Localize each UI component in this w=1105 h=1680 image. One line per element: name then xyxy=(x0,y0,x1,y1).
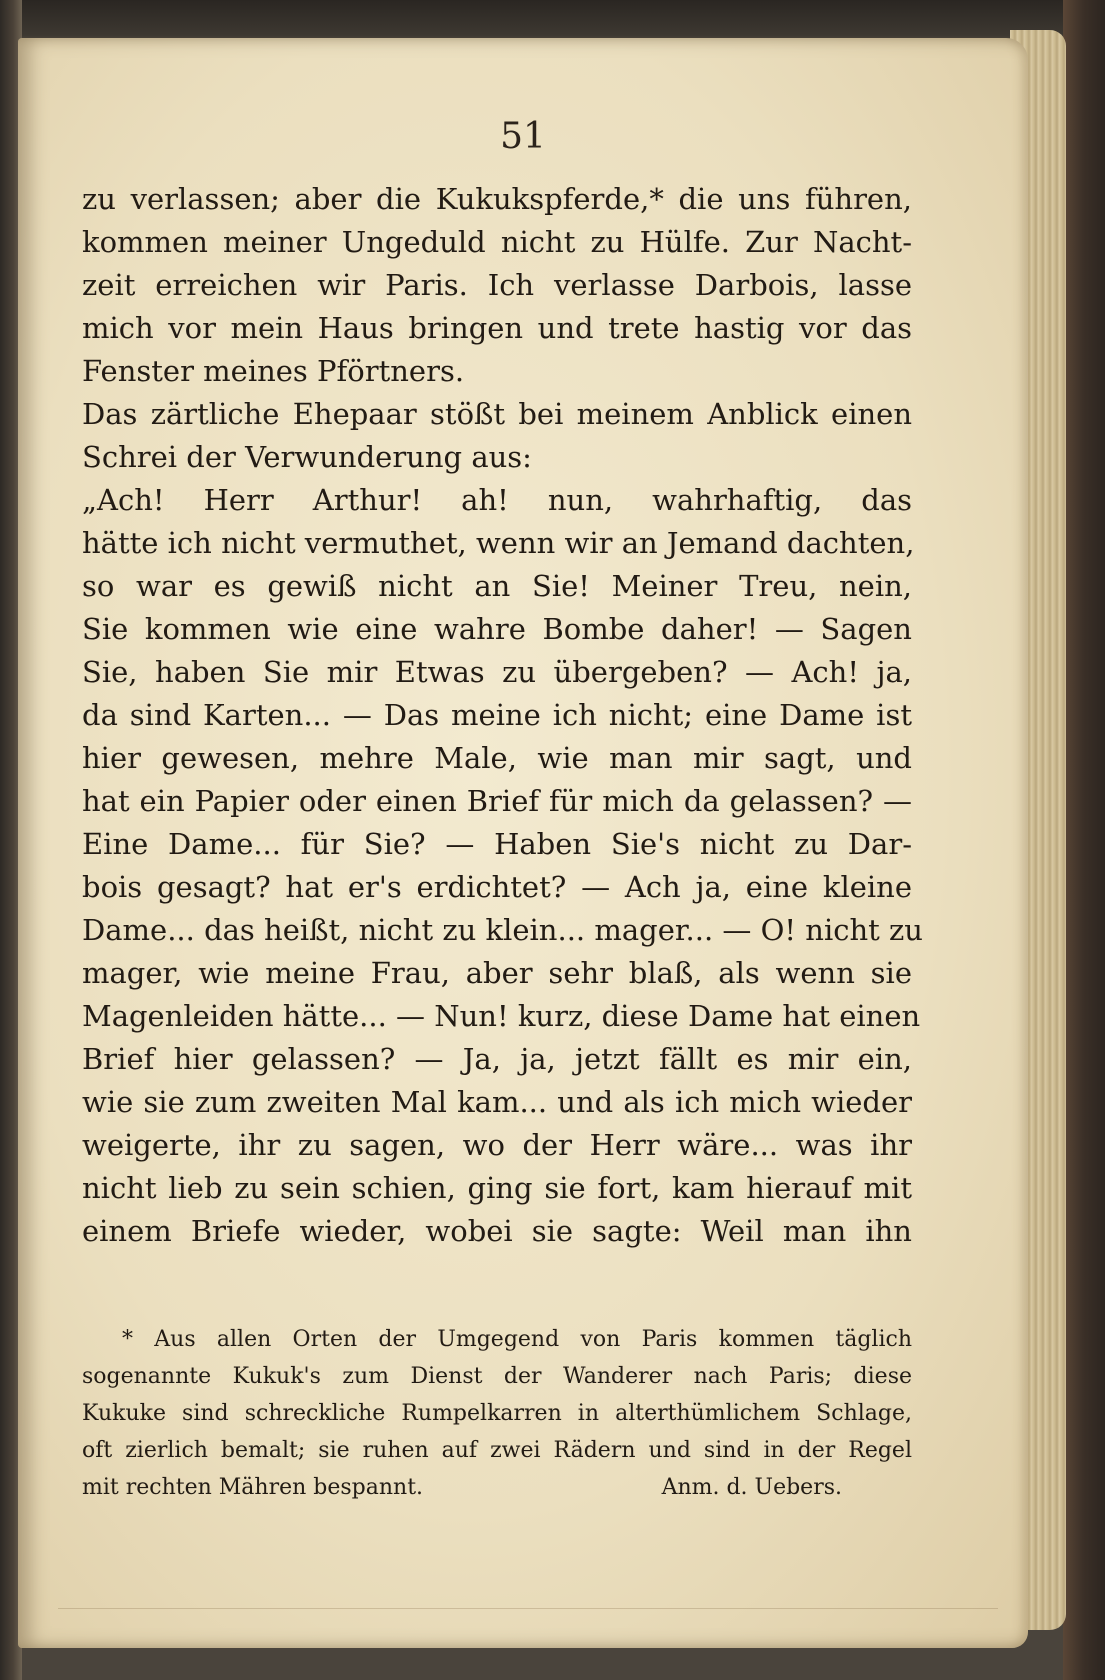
footnote-line: * Aus allen Orten der Umgegend von Paris kommen täglich xyxy=(122,1327,912,1352)
text-line: so war es gewiß nicht an Sie! Meiner Treu, nein, xyxy=(82,569,912,603)
text-line: zu verlassen; aber die Kukukspferde,* die uns führen, xyxy=(82,182,912,216)
footnote-line: sogenannte Kukuk's zum Dienst der Wanderer nach Paris; diese xyxy=(82,1364,912,1389)
text-line: hätte ich nicht vermuthet, wenn wir an Jemand dachten, xyxy=(82,526,915,560)
footnote xyxy=(82,1321,912,1506)
footnote-line: Kukuke sind schreckliche Rumpelkarren in alterthümlichem Schlage, xyxy=(82,1401,912,1426)
footnote-line: mit rechten Mähren bespannt. xyxy=(82,1475,424,1500)
text-line: wie sie zum zweiten Mal kam... und als ich mich wieder xyxy=(82,1085,912,1119)
text-line: „Ach! Herr Arthur! ah! nun, wahrhaftig, das xyxy=(82,483,912,517)
text-line: Eine Dame... für Sie? — Haben Sie's nicht zu Dar- xyxy=(82,827,912,861)
page-number: 51 xyxy=(500,116,546,157)
footnote-attribution: Anm. d. Uebers. xyxy=(661,1475,842,1500)
text-line: Brief hier gelassen? — Ja, ja, jetzt fällt es mir ein, xyxy=(82,1042,912,1076)
text-line: kommen meiner Ungeduld nicht zu Hülfe. Zur Nacht- xyxy=(82,225,912,259)
text-line: zeit erreichen wir Paris. Ich verlasse Darbois, lasse xyxy=(82,268,912,302)
text-line: bois gesagt? hat er's erdichtet? — Ach ja, eine kleine xyxy=(82,870,912,904)
book-page xyxy=(18,38,1028,1648)
text-line: mager, wie meine Frau, aber sehr blaß, als wenn sie xyxy=(82,956,912,990)
text-line: weigerte, ihr zu sagen, wo der Herr wäre... was ihr xyxy=(82,1128,912,1162)
text-line: Magenleiden hätte... — Nun! kurz, diese Dame hat einen xyxy=(82,999,921,1033)
page-bottom-edge xyxy=(58,1608,998,1609)
text-line: Fenster meines Pförtners. xyxy=(82,354,465,388)
book-cover-right xyxy=(1063,0,1105,1680)
text-line: Dame... das heißt, nicht zu klein... mager... — O! nicht zu xyxy=(82,913,923,947)
footnote-last-row xyxy=(82,1469,912,1506)
text-line: Sie kommen wie eine wahre Bombe daher! — Sagen xyxy=(82,612,912,646)
text-line: einem Briefe wieder, wobei sie sagte: Weil man ihn xyxy=(82,1214,912,1248)
text-line: Das zärtliche Ehepaar stößt bei meinem Anblick einen xyxy=(82,397,912,431)
text-line: nicht lieb zu sein schien, ging sie fort, kam hierauf mit xyxy=(82,1171,912,1205)
text-line: Schrei der Verwunderung aus: xyxy=(82,440,532,474)
text-line: mich vor mein Haus bringen und trete hastig vor das xyxy=(82,311,912,345)
text-line: hat ein Papier oder einen Brief für mich da gelassen? — xyxy=(82,784,912,818)
footnote-line: oft zierlich bemalt; sie ruhen auf zwei Rädern und sind in der Regel xyxy=(82,1438,912,1463)
text-line: hier gewesen, mehre Male, wie man mir sagt, und xyxy=(82,741,912,775)
text-line: da sind Karten... — Das meine ich nicht; eine Dame ist xyxy=(82,698,912,732)
body-text xyxy=(82,178,923,1253)
text-line: Sie, haben Sie mir Etwas zu übergeben? — Ach! ja, xyxy=(82,655,912,689)
